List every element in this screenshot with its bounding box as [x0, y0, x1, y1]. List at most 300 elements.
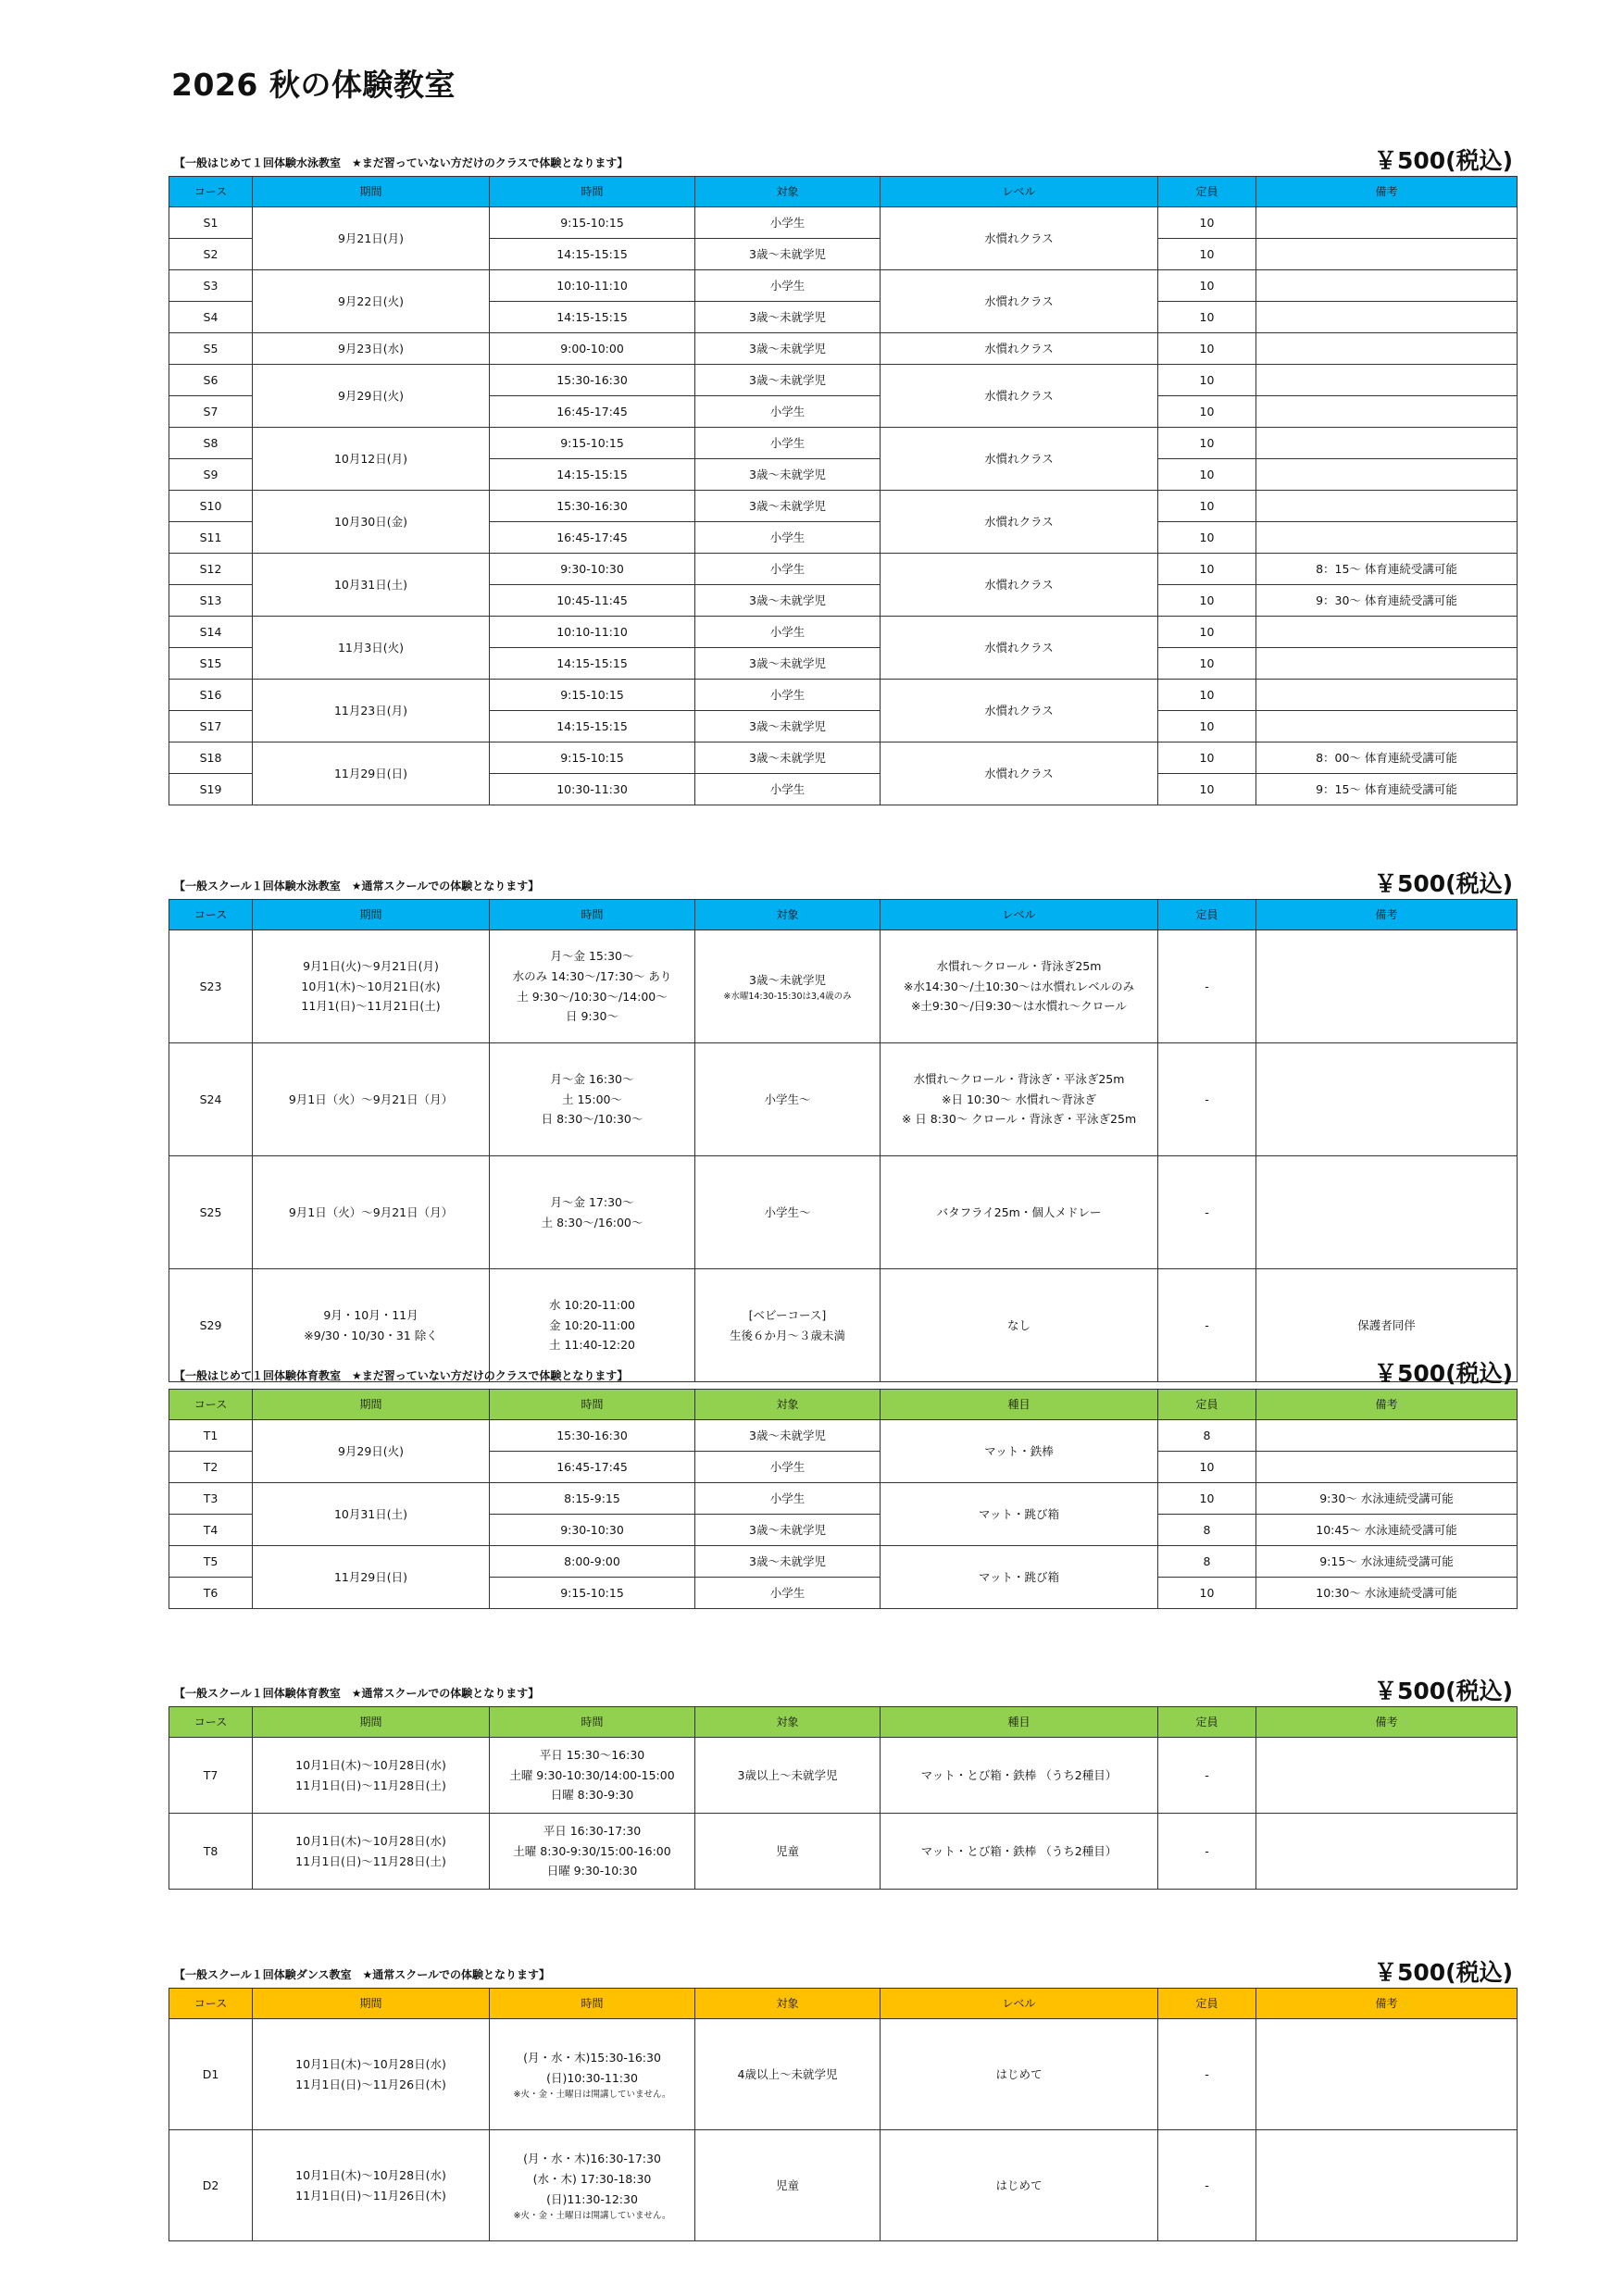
cell-period: 9月29日(火) [253, 365, 490, 428]
column-header-note: 備考 [1256, 1989, 1518, 2019]
cell-time: 15:30-16:30 [490, 1420, 695, 1452]
cell-time: 10:10-11:10 [490, 270, 695, 302]
cell-target: 小学生 [695, 1578, 881, 1609]
cell-note [1256, 270, 1518, 302]
cell-cap: 10 [1158, 774, 1256, 805]
level-line: はじめて [995, 2066, 1043, 2081]
cell-target [695, 1738, 881, 1814]
column-header-period: 期間 [253, 900, 490, 930]
cell-level [881, 2019, 1158, 2130]
cell-time: 16:45-17:45 [490, 522, 695, 554]
section-price: ￥500(税込) [1373, 1360, 1513, 1387]
gym-trial-table [169, 1389, 1518, 1609]
cell-target: 3歳～未就学児 [695, 1546, 881, 1578]
table-row [169, 1156, 1518, 1269]
table-header-row [169, 1390, 1518, 1420]
period-line: 9月1日(火)～9月21日(月) [303, 958, 439, 973]
cell-course: S2 [169, 239, 253, 270]
table-row [169, 365, 1518, 396]
section-note: 【一般はじめて１回体験体育教室 ★まだ習っていない方だけのクラスで体験となります】 [174, 1369, 629, 1382]
section-header [169, 146, 1517, 176]
section-price: ￥500(税込) [1373, 1959, 1513, 1986]
cell-time [490, 1156, 695, 1269]
cell-level [881, 930, 1158, 1043]
cell-note: 9:30～ 水泳連続受講可能 [1256, 1483, 1518, 1515]
target-line: 3歳～未就学児 [749, 972, 826, 987]
cell-period [253, 1156, 490, 1269]
period-line: ※9/30・10/30・31 除く [304, 1328, 438, 1342]
cell-target: 3歳～未就学児 [695, 648, 881, 680]
cell-course: S12 [169, 554, 253, 585]
period-line: 11月1日(日)～11月28日(土) [295, 1778, 446, 1792]
cell-period: 9月22日(火) [253, 270, 490, 333]
time-line: (月・水・木)16:30-17:30 [523, 2152, 661, 2166]
cell-course: D2 [169, 2130, 253, 2241]
cell-cap: 10 [1158, 333, 1256, 365]
cell-note [1256, 239, 1518, 270]
period-line: 10月1日(木)～10月28日(水) [295, 2167, 446, 2182]
cell-level: マット・跳び箱 [881, 1546, 1158, 1609]
cell-cap: 10 [1158, 302, 1256, 333]
cell-course: S6 [169, 365, 253, 396]
cell-time: 14:15-15:15 [490, 459, 695, 491]
cell-note [1256, 680, 1518, 711]
column-header-note: 備考 [1256, 900, 1518, 930]
level-line: 水慣れ～クロール・背泳ぎ25m [936, 958, 1102, 973]
cell-note: 9:15～ 水泳連続受講可能 [1256, 1546, 1518, 1578]
cell-cap: - [1158, 2019, 1256, 2130]
table-row [169, 2019, 1518, 2130]
target-line: 児童 [775, 1843, 799, 1858]
cell-course: S5 [169, 333, 253, 365]
cell-period [253, 1043, 490, 1156]
cell-target: 小学生 [695, 1452, 881, 1483]
cell-note: 9：30～ 体育連続受講可能 [1256, 585, 1518, 617]
cell-time: 15:30-16:30 [490, 491, 695, 522]
cell-target: 3歳～未就学児 [695, 333, 881, 365]
cell-cap: 10 [1158, 648, 1256, 680]
table-header-row [169, 1707, 1518, 1738]
cell-time: 9:15-10:15 [490, 207, 695, 239]
level-line: バタフライ25m・個人メドレー [936, 1204, 1102, 1219]
time-line: 日曜 9:30-10:30 [546, 1864, 638, 1878]
table-header-row [169, 900, 1518, 930]
cell-period: 10月31日(土) [253, 1483, 490, 1546]
cell-time: 8:00-9:00 [490, 1546, 695, 1578]
cell-time: 9:15-10:15 [490, 742, 695, 774]
cell-target: 小学生 [695, 617, 881, 648]
cell-cap: - [1158, 1156, 1256, 1269]
cell-cap: 10 [1158, 617, 1256, 648]
cell-time: 10:30-11:30 [490, 774, 695, 805]
cell-note [1256, 1814, 1518, 1890]
cell-course: S13 [169, 585, 253, 617]
cell-course: T1 [169, 1420, 253, 1452]
swim-school-table [169, 899, 1518, 1382]
cell-note [1256, 333, 1518, 365]
column-header-period: 期間 [253, 1390, 490, 1420]
cell-cap: 10 [1158, 270, 1256, 302]
time-line: 土 9:30～/10:30～/14:00～ [517, 989, 668, 1004]
column-header-level: レベル [881, 177, 1158, 207]
cell-time: 9:15-10:15 [490, 428, 695, 459]
cell-note [1256, 617, 1518, 648]
section-note: 【一般はじめて１回体験水泳教室 ★まだ習っていない方だけのクラスで体験となります】 [174, 156, 629, 169]
section-note: 【一般スクール１回体験ダンス教室 ★通常スクールでの体験となります】 [174, 1968, 551, 1981]
cell-level: 水慣れクラス [881, 365, 1158, 428]
cell-target [695, 1814, 881, 1890]
time-line: 土曜 9:30-10:30/14:00-15:00 [509, 1767, 675, 1782]
cell-course: S23 [169, 930, 253, 1043]
cell-course: S18 [169, 742, 253, 774]
section-header [169, 1958, 1517, 1988]
cell-course: S19 [169, 774, 253, 805]
cell-cap: 10 [1158, 491, 1256, 522]
column-header-cap: 定員 [1158, 177, 1256, 207]
cell-level: 水慣れクラス [881, 428, 1158, 491]
target-line: 小学生～ [764, 1092, 811, 1106]
section-header [169, 1677, 1517, 1706]
target-line: 4歳以上～未就学児 [737, 2066, 838, 2081]
table-header-row [169, 1989, 1518, 2019]
period-line: 11月1日(日)～11月26日(木) [295, 2188, 446, 2202]
cell-course: S17 [169, 711, 253, 742]
column-header-course: コース [169, 1989, 253, 2019]
level-line: なし [1006, 1317, 1031, 1332]
section-note: 【一般スクール１回体験体育教室 ★通常スクールでの体験となります】 [174, 1687, 540, 1700]
section-price: ￥500(税込) [1373, 1678, 1513, 1704]
cell-course: S24 [169, 1043, 253, 1156]
cell-target: 3歳～未就学児 [695, 491, 881, 522]
cell-level [881, 1156, 1158, 1269]
cell-time: 9:15-10:15 [490, 1578, 695, 1609]
level-line: マット・とび箱・鉄棒 （うち2種目） [920, 1767, 1118, 1782]
cell-level: 水慣れクラス [881, 491, 1158, 554]
target-line: 小学生～ [764, 1204, 811, 1219]
cell-target: 小学生 [695, 270, 881, 302]
cell-target: 3歳～未就学児 [695, 459, 881, 491]
gym-school-table [169, 1706, 1518, 1890]
period-line: 11月1日(日)～11月26日(木) [295, 2077, 446, 2091]
column-header-cap: 定員 [1158, 900, 1256, 930]
cell-course: S1 [169, 207, 253, 239]
time-line: 平日 16:30-17:30 [543, 1823, 642, 1838]
cell-cap: - [1158, 1738, 1256, 1814]
time-line: 日 8:30～/10:30～ [541, 1112, 643, 1127]
table-row [169, 1738, 1518, 1814]
time-line: 月～金 15:30～ [550, 948, 634, 963]
cell-cap: 10 [1158, 365, 1256, 396]
cell-cap: 10 [1158, 742, 1256, 774]
time-line: 平日 15:30～16:30 [539, 1747, 645, 1762]
level-line: ※土9:30～/日9:30～は水慣れ～クロール [910, 999, 1128, 1014]
cell-level: 水慣れクラス [881, 742, 1158, 805]
table-row [169, 930, 1518, 1043]
section-header [169, 1359, 1517, 1389]
cell-course: T5 [169, 1546, 253, 1578]
cell-time [490, 2130, 695, 2241]
cell-cap: 10 [1158, 396, 1256, 428]
cell-note [1256, 1420, 1518, 1452]
cell-course: T6 [169, 1578, 253, 1609]
cell-note [1256, 648, 1518, 680]
cell-level: マット・跳び箱 [881, 1483, 1158, 1546]
table-row [169, 2130, 1518, 2241]
cell-note [1256, 1043, 1518, 1156]
cell-time: 14:15-15:15 [490, 302, 695, 333]
cell-note: 10:45～ 水泳連続受講可能 [1256, 1515, 1518, 1546]
cell-course: T8 [169, 1814, 253, 1890]
time-line: 月～金 17:30～ [550, 1194, 634, 1209]
cell-target: 小学生 [695, 207, 881, 239]
cell-time: 9:30-10:30 [490, 554, 695, 585]
column-header-course: コース [169, 1707, 253, 1738]
cell-cap: 10 [1158, 1483, 1256, 1515]
cell-period: 9月23日(水) [253, 333, 490, 365]
cell-level: 水慣れクラス [881, 207, 1158, 270]
period-line: 10月1(木)～10月21日(水) [301, 979, 441, 993]
time-line: (日)11:30-12:30 [546, 2191, 638, 2206]
table-row [169, 491, 1518, 522]
cell-cap: - [1158, 930, 1256, 1043]
page-title: 2026 秋の体験教室 [171, 67, 456, 103]
column-header-note: 備考 [1256, 1707, 1518, 1738]
cell-note [1256, 207, 1518, 239]
cell-level: 水慣れクラス [881, 617, 1158, 680]
cell-note [1256, 1156, 1518, 1269]
cell-period: 9月21日(月) [253, 207, 490, 270]
time-line: 水のみ 14:30～/17:30～ あり [512, 968, 672, 983]
cell-note [1256, 711, 1518, 742]
cell-cap: - [1158, 2130, 1256, 2241]
column-header-target: 対象 [695, 900, 881, 930]
time-line: (日)10:30-11:30 [546, 2070, 638, 2085]
cell-target: 3歳～未就学児 [695, 1515, 881, 1546]
time-line: 日 9:30～ [565, 1009, 619, 1024]
cell-cap: - [1158, 1814, 1256, 1890]
swim-trial-table [169, 176, 1518, 805]
cell-level [881, 1738, 1158, 1814]
cell-level: マット・鉄棒 [881, 1420, 1158, 1483]
cell-course: S15 [169, 648, 253, 680]
cell-course: S7 [169, 396, 253, 428]
column-header-level: レベル [881, 900, 1158, 930]
table-row [169, 742, 1518, 774]
table-row [169, 1546, 1518, 1578]
cell-target: 3歳～未就学児 [695, 1420, 881, 1452]
cell-level: 水慣れクラス [881, 333, 1158, 365]
level-line: マット・とび箱・鉄棒 （うち2種目） [920, 1843, 1118, 1858]
cell-period: 10月30日(金) [253, 491, 490, 554]
cell-time [490, 1814, 695, 1890]
cell-target: 小学生 [695, 680, 881, 711]
cell-target: 3歳～未就学児 [695, 302, 881, 333]
section-note: 【一般スクール１回体験水泳教室 ★通常スクールでの体験となります】 [174, 880, 540, 892]
table-row [169, 333, 1518, 365]
table-row [169, 1043, 1518, 1156]
cell-course: S25 [169, 1156, 253, 1269]
cell-cap: 10 [1158, 522, 1256, 554]
cell-period: 9月29日(火) [253, 1420, 490, 1483]
cell-time: 14:15-15:15 [490, 239, 695, 270]
column-header-note: 備考 [1256, 1390, 1518, 1420]
target-line: 生後６か月～３歳未満 [729, 1328, 845, 1342]
cell-cap: 8 [1158, 1546, 1256, 1578]
cell-target: 3歳～未就学児 [695, 585, 881, 617]
column-header-level: 種目 [881, 1390, 1158, 1420]
cell-time: 16:45-17:45 [490, 396, 695, 428]
cell-course: T3 [169, 1483, 253, 1515]
cell-target: 3歳～未就学児 [695, 742, 881, 774]
cell-cap: 10 [1158, 459, 1256, 491]
time-line: 月～金 16:30～ [550, 1071, 634, 1086]
cell-time: 14:15-15:15 [490, 648, 695, 680]
cell-course: S3 [169, 270, 253, 302]
column-header-target: 対象 [695, 177, 881, 207]
cell-time [490, 930, 695, 1043]
cell-note [1256, 491, 1518, 522]
time-line: 金 10:20-11:00 [548, 1317, 636, 1332]
cell-course: S4 [169, 302, 253, 333]
cell-cap: 10 [1158, 554, 1256, 585]
cell-note: 9：15～ 体育連続受講可能 [1256, 774, 1518, 805]
target-footnote: ※水曜14:30-15:30は3,4歳のみ [723, 991, 852, 1002]
cell-note [1256, 1738, 1518, 1814]
cell-course: S10 [169, 491, 253, 522]
section-price: ￥500(税込) [1373, 147, 1513, 174]
cell-note [1256, 396, 1518, 428]
table-row [169, 1814, 1518, 1890]
cell-target [695, 1156, 881, 1269]
cell-note [1256, 302, 1518, 333]
cell-period: 11月23日(月) [253, 680, 490, 742]
column-header-target: 対象 [695, 1707, 881, 1738]
table-row [169, 1483, 1518, 1515]
cell-time: 9:15-10:15 [490, 680, 695, 711]
column-header-target: 対象 [695, 1390, 881, 1420]
cell-course: T2 [169, 1452, 253, 1483]
cell-course: S11 [169, 522, 253, 554]
time-line: 土 8:30～/16:00～ [541, 1215, 643, 1229]
level-line: ※ 日 8:30～ クロール・背泳ぎ・平泳ぎ25m [901, 1112, 1137, 1127]
cell-target: 小学生 [695, 1483, 881, 1515]
cell-cap: 10 [1158, 428, 1256, 459]
column-header-course: コース [169, 177, 253, 207]
column-header-cap: 定員 [1158, 1989, 1256, 2019]
period-line: 11月1(日)～11月21日(土) [301, 999, 441, 1014]
cell-target: 小学生 [695, 522, 881, 554]
cell-target [695, 1043, 881, 1156]
cell-note [1256, 522, 1518, 554]
cell-level: 水慣れクラス [881, 554, 1158, 617]
cell-note [1256, 930, 1518, 1043]
target-line: 3歳以上～未就学児 [737, 1767, 838, 1782]
cell-target: 3歳～未就学児 [695, 239, 881, 270]
cell-target: 3歳～未就学児 [695, 711, 881, 742]
time-line: 土 11:40-12:20 [548, 1338, 636, 1353]
table-row [169, 270, 1518, 302]
table-row [169, 207, 1518, 239]
cell-time: 14:15-15:15 [490, 711, 695, 742]
cell-note: 8：15～ 体育連続受講可能 [1256, 554, 1518, 585]
cell-target: 小学生 [695, 428, 881, 459]
cell-note [1256, 2130, 1518, 2241]
dance-school-table [169, 1988, 1518, 2241]
column-header-time: 時間 [490, 1707, 695, 1738]
cell-note [1256, 365, 1518, 396]
cell-level [881, 2130, 1158, 2241]
cell-cap: - [1158, 1043, 1256, 1156]
cell-period [253, 2019, 490, 2130]
time-line: 土曜 8:30-9:30/15:00-16:00 [513, 1843, 671, 1858]
cell-time [490, 1738, 695, 1814]
column-header-period: 期間 [253, 1707, 490, 1738]
section-price: ￥500(税込) [1373, 870, 1513, 897]
cell-level: 水慣れクラス [881, 270, 1158, 333]
cell-target: 3歳～未就学児 [695, 365, 881, 396]
cell-time: 9:00-10:00 [490, 333, 695, 365]
period-line: 11月1日(日)～11月28日(土) [295, 1853, 446, 1868]
cell-time: 10:10-11:10 [490, 617, 695, 648]
cell-period [253, 2130, 490, 2241]
column-header-time: 時間 [490, 900, 695, 930]
period-line: 9月1日（火）～9月21日（月） [288, 1204, 454, 1219]
cell-time: 10:45-11:45 [490, 585, 695, 617]
column-header-time: 時間 [490, 177, 695, 207]
cell-cap: - [1158, 1269, 1256, 1382]
column-header-period: 期間 [253, 1989, 490, 2019]
cell-cap: 8 [1158, 1420, 1256, 1452]
cell-cap: 10 [1158, 711, 1256, 742]
cell-course: S8 [169, 428, 253, 459]
cell-note [1256, 459, 1518, 491]
cell-course: S16 [169, 680, 253, 711]
table-row [169, 428, 1518, 459]
cell-cap: 10 [1158, 1578, 1256, 1609]
period-line: 10月1日(木)～10月28日(水) [295, 2056, 446, 2071]
period-line: 9月1日（火）～9月21日（月） [288, 1092, 454, 1106]
cell-note [1256, 428, 1518, 459]
cell-note [1256, 2019, 1518, 2130]
cell-time [490, 2019, 695, 2130]
cell-course: T4 [169, 1515, 253, 1546]
cell-note: 保護者同伴 [1256, 1269, 1518, 1382]
level-line: はじめて [995, 2177, 1043, 2192]
time-footnote: ※火・金・土曜日は開講していません。 [513, 2210, 671, 2221]
cell-cap: 10 [1158, 1452, 1256, 1483]
cell-target: 小学生 [695, 774, 881, 805]
cell-note: 10:30～ 水泳連続受講可能 [1256, 1578, 1518, 1609]
cell-time [490, 1043, 695, 1156]
cell-period [253, 930, 490, 1043]
cell-cap: 8 [1158, 1515, 1256, 1546]
time-line: 日曜 8:30-9:30 [550, 1788, 634, 1803]
cell-course: S29 [169, 1269, 253, 1382]
cell-period: 10月12日(月) [253, 428, 490, 491]
cell-course: S14 [169, 617, 253, 648]
time-line: 水 10:20-11:00 [548, 1297, 636, 1312]
table-row [169, 554, 1518, 585]
time-line: (月・水・木)15:30-16:30 [523, 2050, 661, 2065]
cell-cap: 10 [1158, 239, 1256, 270]
cell-cap: 10 [1158, 680, 1256, 711]
cell-level [881, 1043, 1158, 1156]
time-line: 土 15:00～ [562, 1092, 622, 1106]
table-row [169, 1420, 1518, 1452]
target-line: [ベビーコース] [748, 1307, 827, 1322]
cell-target: 小学生 [695, 554, 881, 585]
cell-level: 水慣れクラス [881, 680, 1158, 742]
